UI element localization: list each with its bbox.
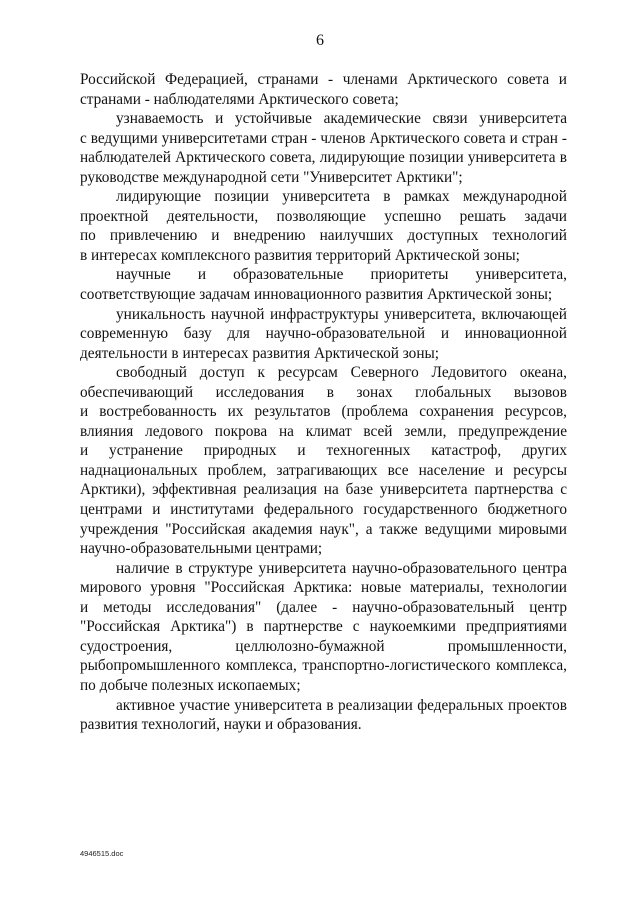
text-line: по привлечению и внедрению наилучших доступных технологий bbox=[80, 227, 567, 245]
document-body bbox=[80, 70, 567, 735]
text-line: узнаваемость и устойчивые академические связи университета bbox=[116, 110, 567, 128]
paragraph bbox=[80, 187, 567, 265]
text-line: наднациональных проблем, затрагивающих все население и ресурсы bbox=[80, 461, 567, 479]
text-line: Арктики), эффективная реализация на базе университета партнерства с bbox=[80, 481, 567, 499]
text-line: проектной деятельности, позволяющие успешно решать задачи bbox=[80, 207, 567, 225]
text-line: развития технологий, науки и образования. bbox=[80, 716, 362, 734]
text-line: и методы исследования" (далее - научно-образовательный центр bbox=[80, 598, 567, 616]
paragraph bbox=[80, 70, 567, 109]
text-line: активное участие университета в реализации федеральных проектов bbox=[116, 696, 567, 714]
text-line: и востребованность их результатов (проблема сохранения ресурсов, bbox=[80, 403, 567, 421]
text-line: свободный доступ к ресурсам Северного Ледовитого океана, bbox=[116, 364, 567, 382]
text-line: научно-образовательными центрами; bbox=[80, 540, 323, 558]
paragraph bbox=[80, 305, 567, 364]
text-line: центрами и институтами федерального государственного бюджетного bbox=[80, 501, 567, 519]
text-line: наличие в структуре университета научно-образовательного центра bbox=[116, 559, 567, 577]
text-line: деятельности в интересах развития Арктической зоны; bbox=[80, 344, 440, 362]
paragraph bbox=[80, 363, 567, 558]
text-line: руководстве международной сети "Университет Арктики"; bbox=[80, 168, 463, 186]
text-line: уникальность научной инфраструктуры университета, включающей bbox=[116, 305, 567, 323]
text-line: по добыче полезных ископаемых; bbox=[80, 676, 301, 694]
text-line: странами - наблюдателями Арктического совета; bbox=[80, 90, 399, 108]
text-line: обеспечивающий исследования в зонах глобальных вызовов bbox=[80, 383, 567, 401]
text-line: соответствующие задачам инновационного развития Арктической зоны; bbox=[80, 286, 553, 304]
paragraph bbox=[80, 696, 567, 735]
text-line: рыбопромышленного комплекса, транспортно-логистического комплекса, bbox=[80, 657, 567, 675]
text-line: современную базу для научно-образовательной и инновационной bbox=[80, 325, 567, 343]
text-line: лидирующие позиции университета в рамках международной bbox=[116, 188, 567, 206]
text-line: научные и образовательные приоритеты университета, bbox=[116, 266, 567, 284]
paragraph bbox=[80, 265, 567, 304]
text-line: и устранение природных и техногенных катастроф, других bbox=[80, 442, 567, 460]
text-line: Российской Федерацией, странами - членами Арктического совета и bbox=[80, 71, 567, 88]
text-line: наблюдателей Арктического совета, лидирующие позиции университета в bbox=[80, 149, 567, 167]
page-number: 6 bbox=[316, 32, 324, 49]
text-line: судостроения, целлюлозно-бумажной промышленности, bbox=[80, 637, 567, 655]
text-line: в интересах комплексного развития территорий Арктической зоны; bbox=[80, 246, 520, 264]
text-line: "Российская Арктика") в партнерстве с наукоемкими предприятиями bbox=[80, 618, 567, 636]
text-line: учреждения "Российская академия наук", а также ведущими мировыми bbox=[80, 520, 567, 538]
paragraph bbox=[80, 559, 567, 696]
text-line: влияния ледового покрова на климат всей земли, предупреждение bbox=[80, 422, 567, 440]
text-line: с ведущими университетами стран - членов Арктического совета и стран - bbox=[80, 129, 567, 147]
document-file-reference: 4946515.doc bbox=[80, 849, 124, 858]
paragraph bbox=[80, 109, 567, 187]
text-line: мирового уровня "Российская Арктика: новые материалы, технологии bbox=[80, 579, 567, 597]
